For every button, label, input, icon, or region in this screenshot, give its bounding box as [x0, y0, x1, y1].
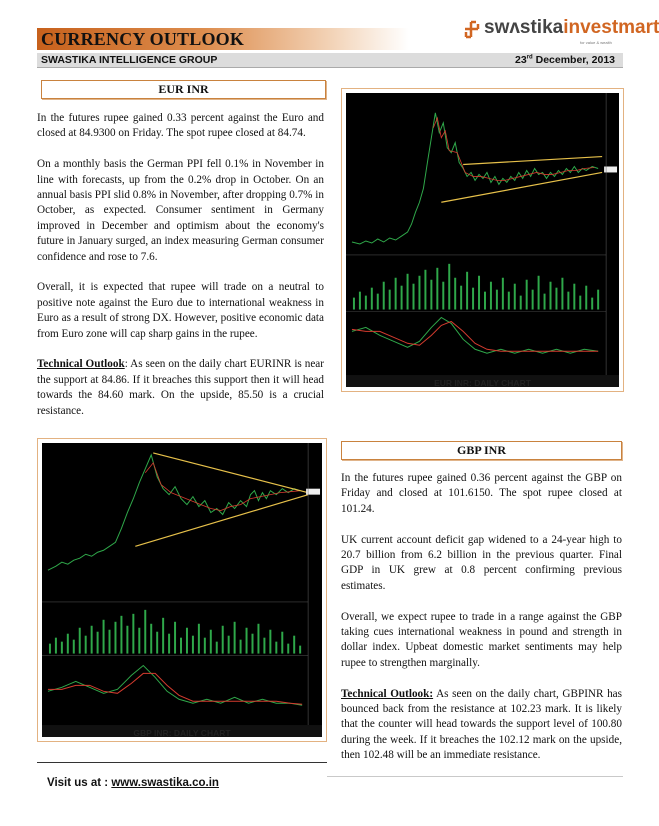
footer-divider [37, 762, 327, 763]
footer-label: Visit us at : [47, 777, 112, 789]
eur-paragraph-3: Overall, it is expected that rupee will trade on a neutral to positive note against the Euro due to international weakness in Euro as a result of strong DX. However, positive economic data from Euro zone will cap sharp gains in the rupee. [37, 281, 324, 340]
gbp-daily-chart [42, 443, 322, 737]
date-rest: December, 2013 [532, 54, 615, 66]
gbp-paragraph-2: UK current account deficit gap widened to a 24-year high to 20.7 billion from 6.2 billion in the previous quarter. Final GDP in UK grew at 0.8 percent confirming previous estimates. [341, 533, 622, 592]
brand-logo[interactable] [462, 14, 659, 48]
gbp-chart-svg [42, 443, 322, 737]
brand-name [484, 17, 659, 39]
website-link[interactable]: www.swastika.co.in [111, 777, 219, 789]
page-title: CURRENCY OUTLOOK [41, 29, 245, 49]
eur-daily-chart [346, 93, 619, 387]
date-day: 23 [515, 54, 527, 66]
gbp-paragraph-3: Overall, we expect rupee to trade in a range against the GBP taking cues international weakness in pound and strength in dollar index. Upbeat domestic market sentiments may help rupee to strengthen marginally. [341, 610, 622, 669]
group-name: SWASTIKA INTELLIGENCE GROUP [41, 54, 218, 66]
sub-header-bar [37, 53, 623, 68]
gbp-outlook-text: As seen on the daily chart, GBPINR has bounced back from the resistance at 102.23 mark. It is likely that the counter will head towards the support level of 100.80 during the week. If it breaches the 102.12 mark on the upside, then 102.48 will be an immediate resistance. [341, 687, 622, 762]
brand-tagline: for value & wealth [580, 40, 612, 45]
report-date [515, 54, 615, 66]
eur-paragraph-1: In the futures rupee gained 0.33 percent against the Euro and closed at 84.9300 on Friday. The spot rupee closed at 84.74. [37, 112, 324, 140]
gbp-chart-frame [37, 438, 327, 742]
gbp-outlook-label: Technical Outlook: [341, 687, 434, 700]
footer [47, 777, 219, 789]
eur-heading: EUR INR [41, 80, 326, 99]
eur-text-column [37, 111, 324, 434]
eur-technical-outlook [37, 357, 324, 419]
gbp-chart-caption: GBP INR: DAILY CHART [133, 728, 231, 738]
brand-name-part2: investmart [563, 17, 659, 38]
eur-chart-frame [341, 88, 624, 392]
eur-chart-svg [346, 93, 619, 387]
gbp-heading: GBP INR [341, 441, 622, 460]
swastika-logo-icon [462, 20, 482, 40]
gbp-text-column [341, 471, 622, 779]
gbp-caption-wrap [37, 722, 327, 742]
eur-outlook-label: Technical Outlook [37, 358, 125, 371]
eur-outlook-text: : As seen on the daily chart EURINR is near the support at 84.86. If it breaches this support then it will head towards the 84.60 mark. On the upside, 85.50 is a crucial resistance. [37, 358, 324, 417]
footer-divider-right [327, 776, 623, 777]
brand-name-part1: swʌstika [484, 17, 564, 38]
date-suffix: rd [526, 54, 533, 61]
eur-chart-caption: EUR INR: DAILY CHART [434, 378, 531, 388]
gbp-technical-outlook [341, 687, 622, 764]
eur-paragraph-2: On a monthly basis the German PPI fell 0.1% in November in line with forecasts, up from the 0.2% drop in October. On an annual basis PPI slid 0.8% in November, after dropping 0.7% in October, as expected. Consumer sentiment in Germany improved in December and optimism about the economy's future in January surged, an index measuring German consumer confidence and rose to 7.6. [37, 158, 324, 263]
eur-caption-wrap [341, 372, 624, 392]
gbp-paragraph-1: In the futures rupee gained 0.36 percent against the GBP on Friday and closed at 101.6150. The spot rupee closed at 101.24. [341, 472, 622, 515]
